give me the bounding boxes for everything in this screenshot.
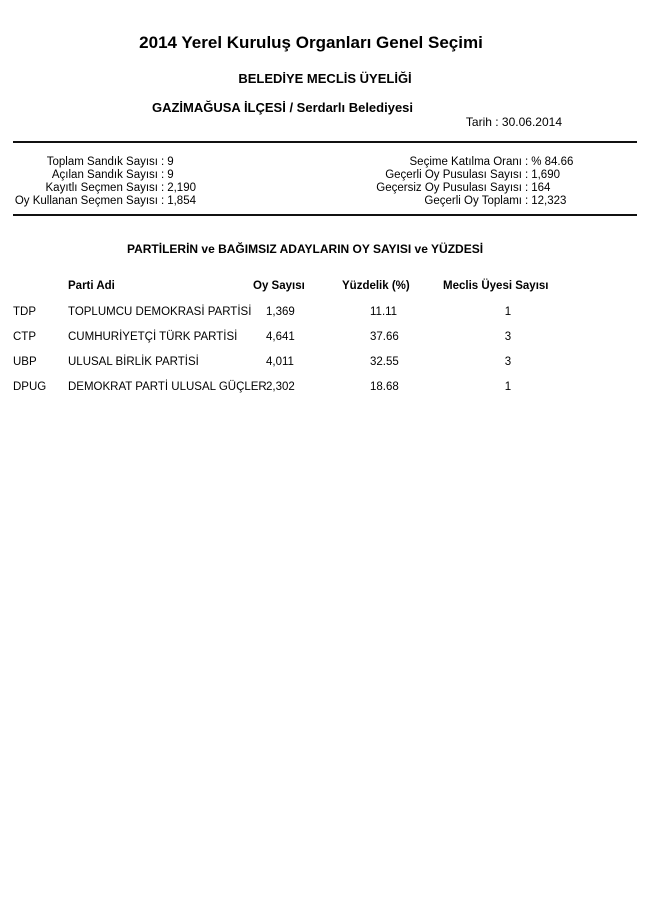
party-votes: 2,302 <box>266 381 295 393</box>
party-name: TOPLUMCU DEMOKRASİ PARTİSİ <box>68 306 252 318</box>
summary-stats-left <box>0 156 300 208</box>
stat-separator: : <box>525 182 529 194</box>
stat-opened-ballot-boxes <box>0 169 300 182</box>
stat-label: Seçime Katılma Oranı <box>409 156 522 168</box>
party-votes: 4,641 <box>266 331 295 343</box>
party-code: TDP <box>13 306 36 318</box>
stat-registered-voters <box>0 182 300 195</box>
party-seats: 1 <box>504 381 512 393</box>
party-percent: 11.11 <box>370 306 398 318</box>
column-header-votes: Oy Sayısı <box>253 280 305 292</box>
table-row <box>0 331 650 345</box>
stat-separator: : <box>161 169 165 181</box>
divider-top <box>13 141 637 143</box>
table-row <box>0 356 650 370</box>
party-percent: 32.55 <box>370 356 399 368</box>
stat-label: Açılan Sandık Sayısı <box>51 169 158 181</box>
stat-separator: : <box>161 156 165 168</box>
election-type-subtitle: BELEDİYE MECLİS ÜYELİĞİ <box>238 71 412 86</box>
column-header-seats: Meclis Üyesi Sayısı <box>443 280 549 292</box>
table-row <box>0 306 650 320</box>
stat-value: % 84.66 <box>531 156 574 168</box>
stat-value: 1,690 <box>531 169 560 181</box>
stat-separator: : <box>161 195 165 207</box>
stat-separator: : <box>525 195 529 207</box>
stat-label: Toplam Sandık Sayısı <box>46 156 158 168</box>
party-code: UBP <box>13 356 37 368</box>
stat-value: 164 <box>531 182 551 194</box>
party-name: ULUSAL BİRLİK PARTİSİ <box>68 356 199 368</box>
party-votes: 1,369 <box>266 306 295 318</box>
stat-separator: : <box>525 169 529 181</box>
party-seats: 3 <box>504 331 512 343</box>
stat-value: 2,190 <box>167 182 196 194</box>
stat-value: 1,854 <box>167 195 196 207</box>
district-municipality-subtitle: GAZİMAĞUSA İLÇESİ / Serdarlı Belediyesi <box>151 100 414 115</box>
divider-bottom <box>13 214 637 216</box>
stat-turnout-rate <box>364 156 650 169</box>
party-percent: 37.66 <box>370 331 399 343</box>
stat-separator: : <box>525 156 529 168</box>
column-header-party-name: Parti Adi <box>68 280 115 292</box>
stat-valid-votes-total <box>364 195 650 208</box>
stat-total-ballot-boxes <box>0 156 300 169</box>
stat-label: Geçerli Oy Pusulası Sayısı <box>385 169 522 181</box>
stat-value: 9 <box>167 156 174 168</box>
stat-separator: : <box>161 182 165 194</box>
party-seats: 3 <box>504 356 512 368</box>
stat-label: Geçersiz Oy Pusulası Sayısı <box>376 182 522 194</box>
table-row <box>0 381 650 395</box>
party-percent: 18.68 <box>370 381 399 393</box>
results-table-header <box>0 280 650 294</box>
stat-valid-ballots <box>364 169 650 182</box>
stat-label: Oy Kullanan Seçmen Sayısı <box>14 195 158 207</box>
party-name: CUMHURİYETÇİ TÜRK PARTİSİ <box>68 331 238 343</box>
results-section-title: PARTİLERİN ve BAĞIMSIZ ADAYLARIN OY SAYISI ve YÜZDESİ <box>126 242 484 256</box>
page-title: 2014 Yerel Kuruluş Organları Genel Seçimi <box>139 33 483 52</box>
stat-label: Geçerli Oy Toplamı <box>424 195 522 207</box>
party-name: DEMOKRAT PARTİ ULUSAL GÜÇLER <box>68 381 267 393</box>
party-votes: 4,011 <box>266 356 294 368</box>
stat-label: Kayıtlı Seçmen Sayısı <box>45 182 158 194</box>
report-date: Tarih : 30.06.2014 <box>465 115 562 129</box>
party-seats: 1 <box>504 306 512 318</box>
summary-stats-right <box>364 156 650 208</box>
stat-invalid-ballots <box>364 182 650 195</box>
party-code: DPUG <box>13 381 47 393</box>
stat-value: 9 <box>167 169 174 181</box>
party-code: CTP <box>13 331 36 343</box>
stat-voters-voted <box>0 195 300 208</box>
stat-value: 12,323 <box>531 195 567 207</box>
column-header-percent: Yüzdelik (%) <box>342 280 410 292</box>
